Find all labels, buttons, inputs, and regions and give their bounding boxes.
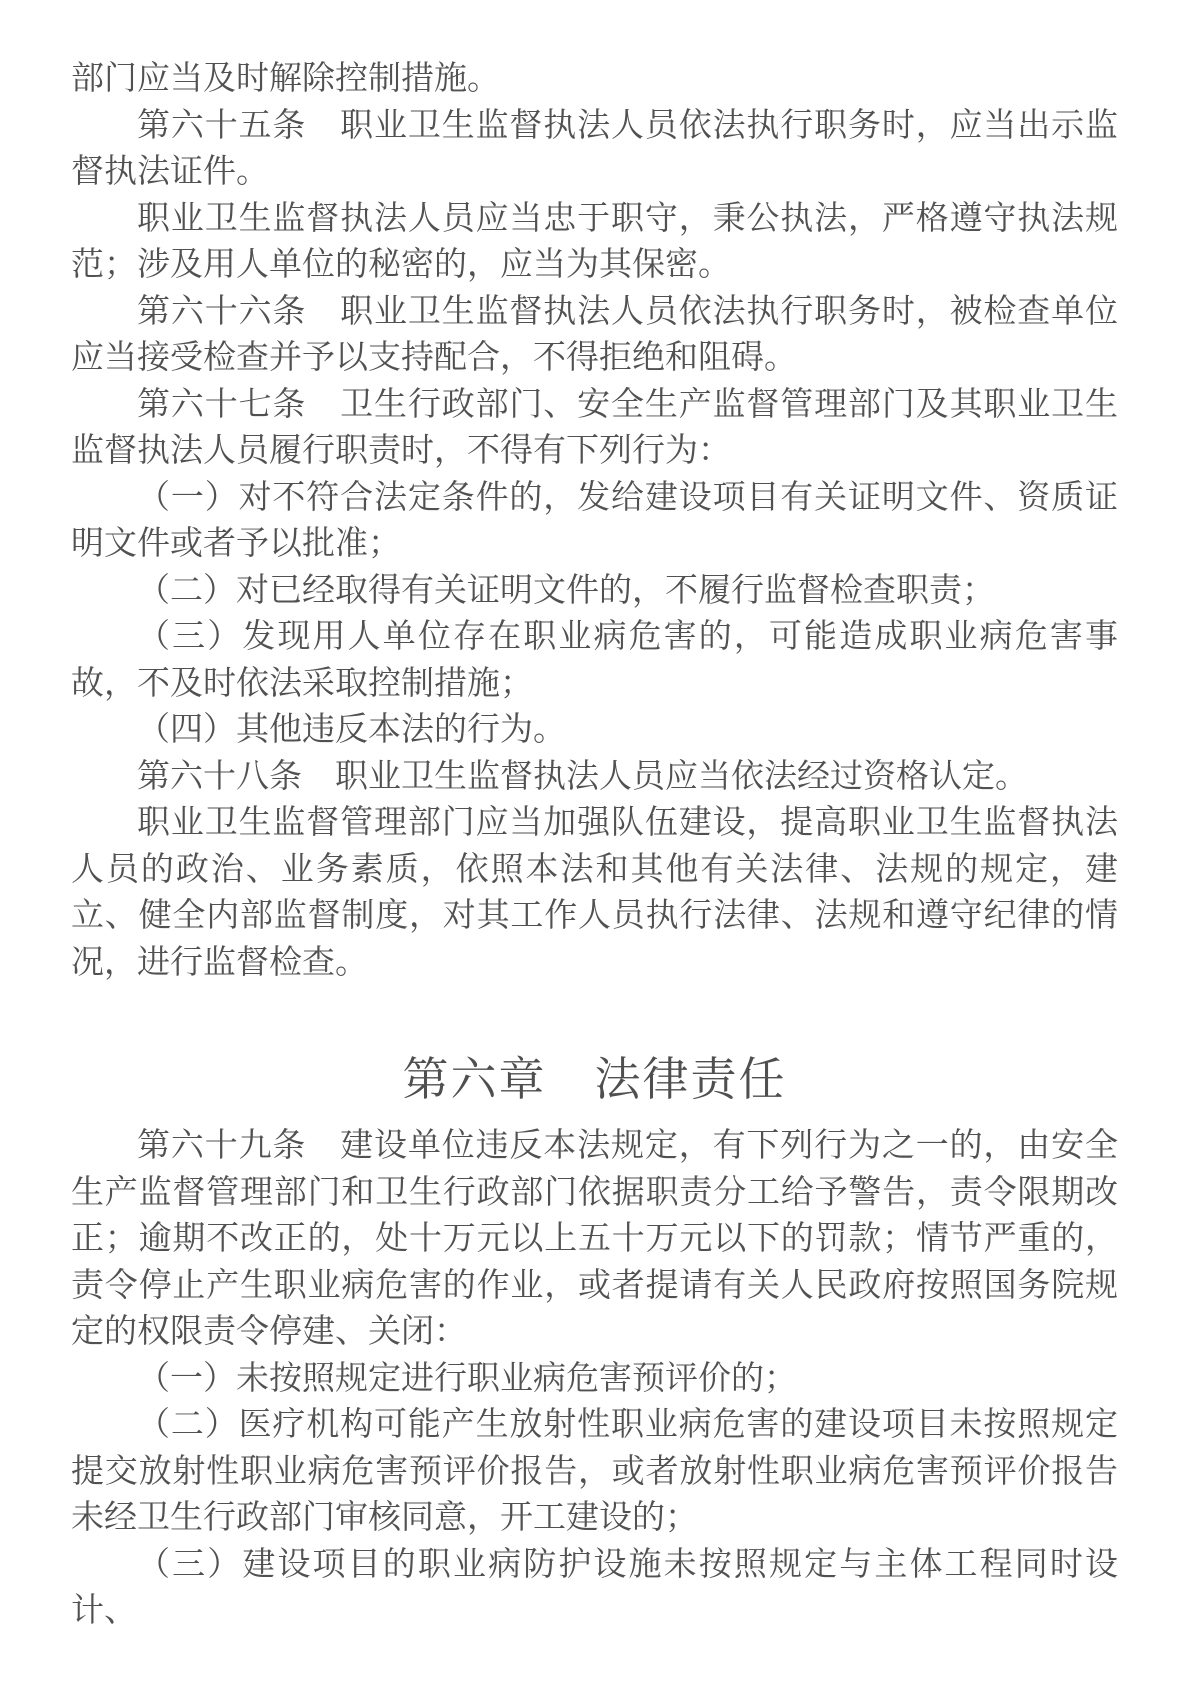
body-paragraph: 职业卫生监督执法人员应当忠于职守，秉公执法，严格遵守执法规范；涉及用人单位的秘密的，应当为其保密。: [71, 198, 1118, 282]
body-paragraph: （一）未按照规定进行职业病危害预评价的；: [137, 1358, 797, 1396]
body-paragraph: 第六十六条 职业卫生监督执法人员依法执行职务时，被检查单位应当接受检查并予以支持配合，不得拒绝和阻碍。: [71, 291, 1118, 375]
body-paragraph: 职业卫生监督管理部门应当加强队伍建设，提高职业卫生监督执法人员的政治、业务素质，依照本法和其他有关法律、法规的规定，建立、健全内部监督制度，对其工作人员执行法律、法规和遵守纪律的情况，进行监督检查。: [71, 803, 1118, 980]
chapter-heading: 第六章 法律责任: [402, 1054, 787, 1105]
law-text-body: [71, 55, 1118, 1634]
body-paragraph: （二）医疗机构可能产生放射性职业病危害的建设项目未按照规定提交放射性职业病危害预评价报告，或者放射性职业病危害预评价报告未经卫生行政部门审核同意，开工建设的；: [71, 1405, 1118, 1535]
body-paragraph: （三）建设项目的职业病防护设施未按照规定与主体工程同时设计、: [71, 1544, 1118, 1628]
body-paragraph: 第六十七条 卫生行政部门、安全生产监督管理部门及其职业卫生监督执法人员履行职责时，不得有下列行为：: [71, 384, 1118, 468]
body-paragraph: （四）其他违反本法的行为。: [137, 710, 566, 747]
body-paragraph: （一）对不符合法定条件的，发给建设项目有关证明文件、资质证明文件或者予以批准；: [71, 477, 1118, 561]
body-paragraph: （三）发现用人单位存在职业病危害的，可能造成职业病危害事故，不及时依法采取控制措施；: [71, 617, 1118, 701]
body-paragraph: 第六十五条 职业卫生监督执法人员依法执行职务时，应当出示监督执法证件。: [71, 105, 1118, 189]
body-paragraph: （二）对已经取得有关证明文件的，不履行监督检查职责；: [137, 570, 995, 608]
body-paragraph: 第六十八条 职业卫生监督执法人员应当依法经过资格认定。: [137, 756, 1028, 794]
body-paragraph-continuation: 部门应当及时解除控制措施。: [71, 59, 500, 96]
body-paragraph: 第六十九条 建设单位违反本法规定，有下列行为之一的，由安全生产监督管理部门和卫生行政部门依据职责分工给予警告，责令限期改正；逾期不改正的，处十万元以上五十万元以下的罚款；情节严重的，责令停止产生职业病危害的作业，或者提请有关人民政府按照国务院规定的权限责令停建、关闭：: [71, 1126, 1118, 1349]
